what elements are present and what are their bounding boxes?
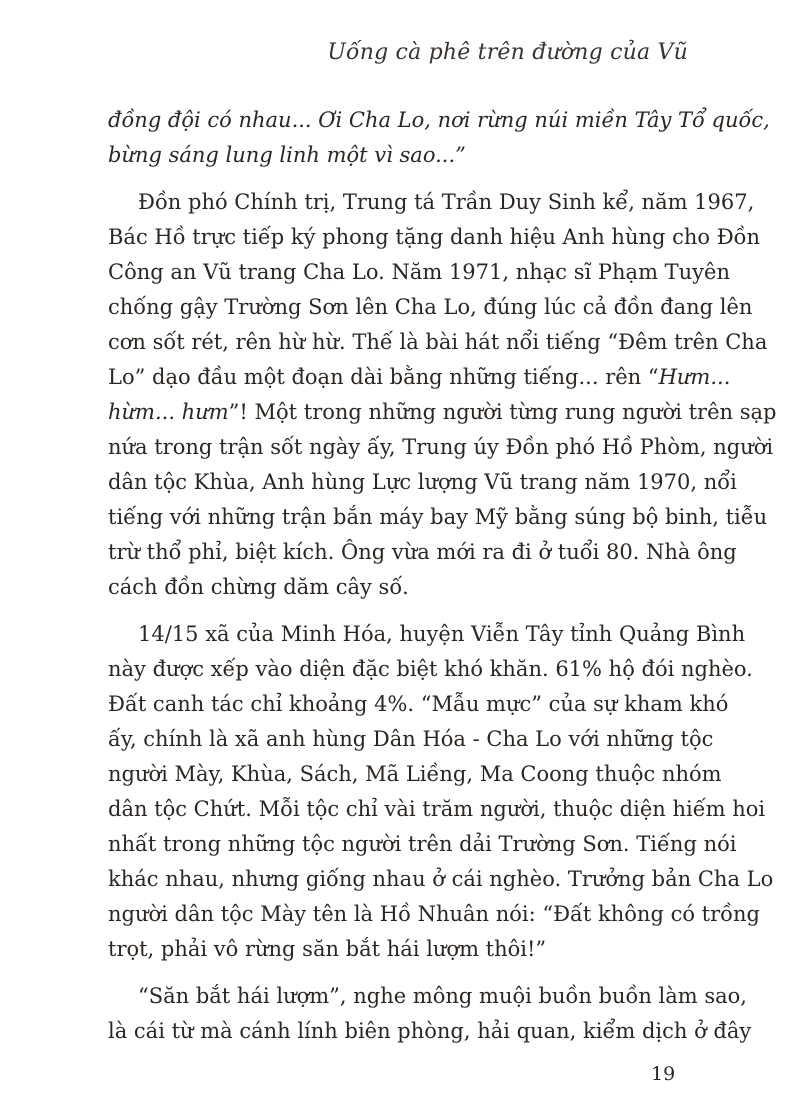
text-line [108,360,731,395]
text-line: đồng đội có nhau... Ơi Cha Lo, nơi rừng núi miền Tây Tổ quốc, [108,108,770,132]
page-number: 19 [651,1063,676,1085]
text-line: 14/15 xã của Minh Hóa, huyện Viễn Tây tỉnh Quảng Bình [138,622,746,646]
text-line: người Mày, Khùa, Sách, Mã Liềng, Ma Coong thuộc nhóm [108,762,722,786]
paragraph-1 [108,185,777,605]
text-line [108,395,777,430]
text-segment: ”! Một trong những người từng rung người trên sạp [228,400,777,424]
text-segment: Lo” dạo đầu một đoạn dài bằng những tiếng... rên “ [108,365,659,389]
text-line: cách đồn chừng dăm cây số. [108,575,409,599]
paragraph-2 [108,617,774,967]
italic-segment: hừm... hưm [108,400,229,424]
text-line: này được xếp vào diện đặc biệt khó khăn. 61% hộ đói nghèo. [108,657,753,681]
text-line: là cái từ mà cánh lính biên phòng, hải quan, kiểm dịch ở đây [108,1019,752,1043]
paragraph-3 [108,979,752,1049]
text-line: Đất canh tác chỉ khoảng 4%. “Mẫu mực” của sự kham khó [108,692,729,716]
text-line: Công an Vũ trang Cha Lo. Năm 1971, nhạc sĩ Phạm Tuyên [108,260,731,284]
running-header: Uống cà phê trên đường của Vũ [327,40,688,65]
text-line: bừng sáng lung linh một vì sao...” [108,143,466,167]
text-line: dân tộc Khùa, Anh hùng Lực lượng Vũ trang năm 1970, nổi [108,470,737,494]
paragraph-quote-continuation [108,103,770,173]
text-line: nứa trong trận sốt ngày ấy, Trung úy Đồn phó Hồ Phòm, người [108,435,774,459]
text-line: khác nhau, nhưng giống nhau ở cái nghèo. Trưởng bản Cha Lo [108,867,774,891]
body-text [108,103,777,1061]
text-line: chống gậy Trường Sơn lên Cha Lo, đúng lúc cả đồn đang lên [108,295,753,319]
text-line: trọt, phải vô rừng săn bắt hái lượm thôi!” [108,937,547,961]
text-line: ấy, chính là xã anh hùng Dân Hóa - Cha Lo với những tộc [108,727,714,751]
text-line: “Săn bắt hái lượm”, nghe mông muội buồn buồn làm sao, [138,984,747,1008]
text-line: trừ thổ phỉ, biệt kích. Ông vừa mới ra đi ở tuổi 80. Nhà ông [108,540,737,564]
text-line: tiếng với những trận bắn máy bay Mỹ bằng súng bộ binh, tiễu [108,505,768,529]
text-line: cơn sốt rét, rên hừ hừ. Thế là bài hát nổi tiếng “Đêm trên Cha [108,330,768,354]
text-line: dân tộc Chứt. Mỗi tộc chỉ vài trăm người, thuộc diện hiếm hoi [108,797,766,821]
text-line: Đồn phó Chính trị, Trung tá Trần Duy Sinh kể, năm 1967, [138,190,755,214]
text-line: người dân tộc Mày tên là Hồ Nhuân nói: “Đất không có trồng [108,902,760,926]
italic-segment: Hưm... [658,365,731,389]
text-line: nhất trong những tộc người trên dải Trường Sơn. Tiếng nói [108,832,737,856]
text-line: Bác Hồ trực tiếp ký phong tặng danh hiệu Anh hùng cho Đồn [108,225,761,249]
